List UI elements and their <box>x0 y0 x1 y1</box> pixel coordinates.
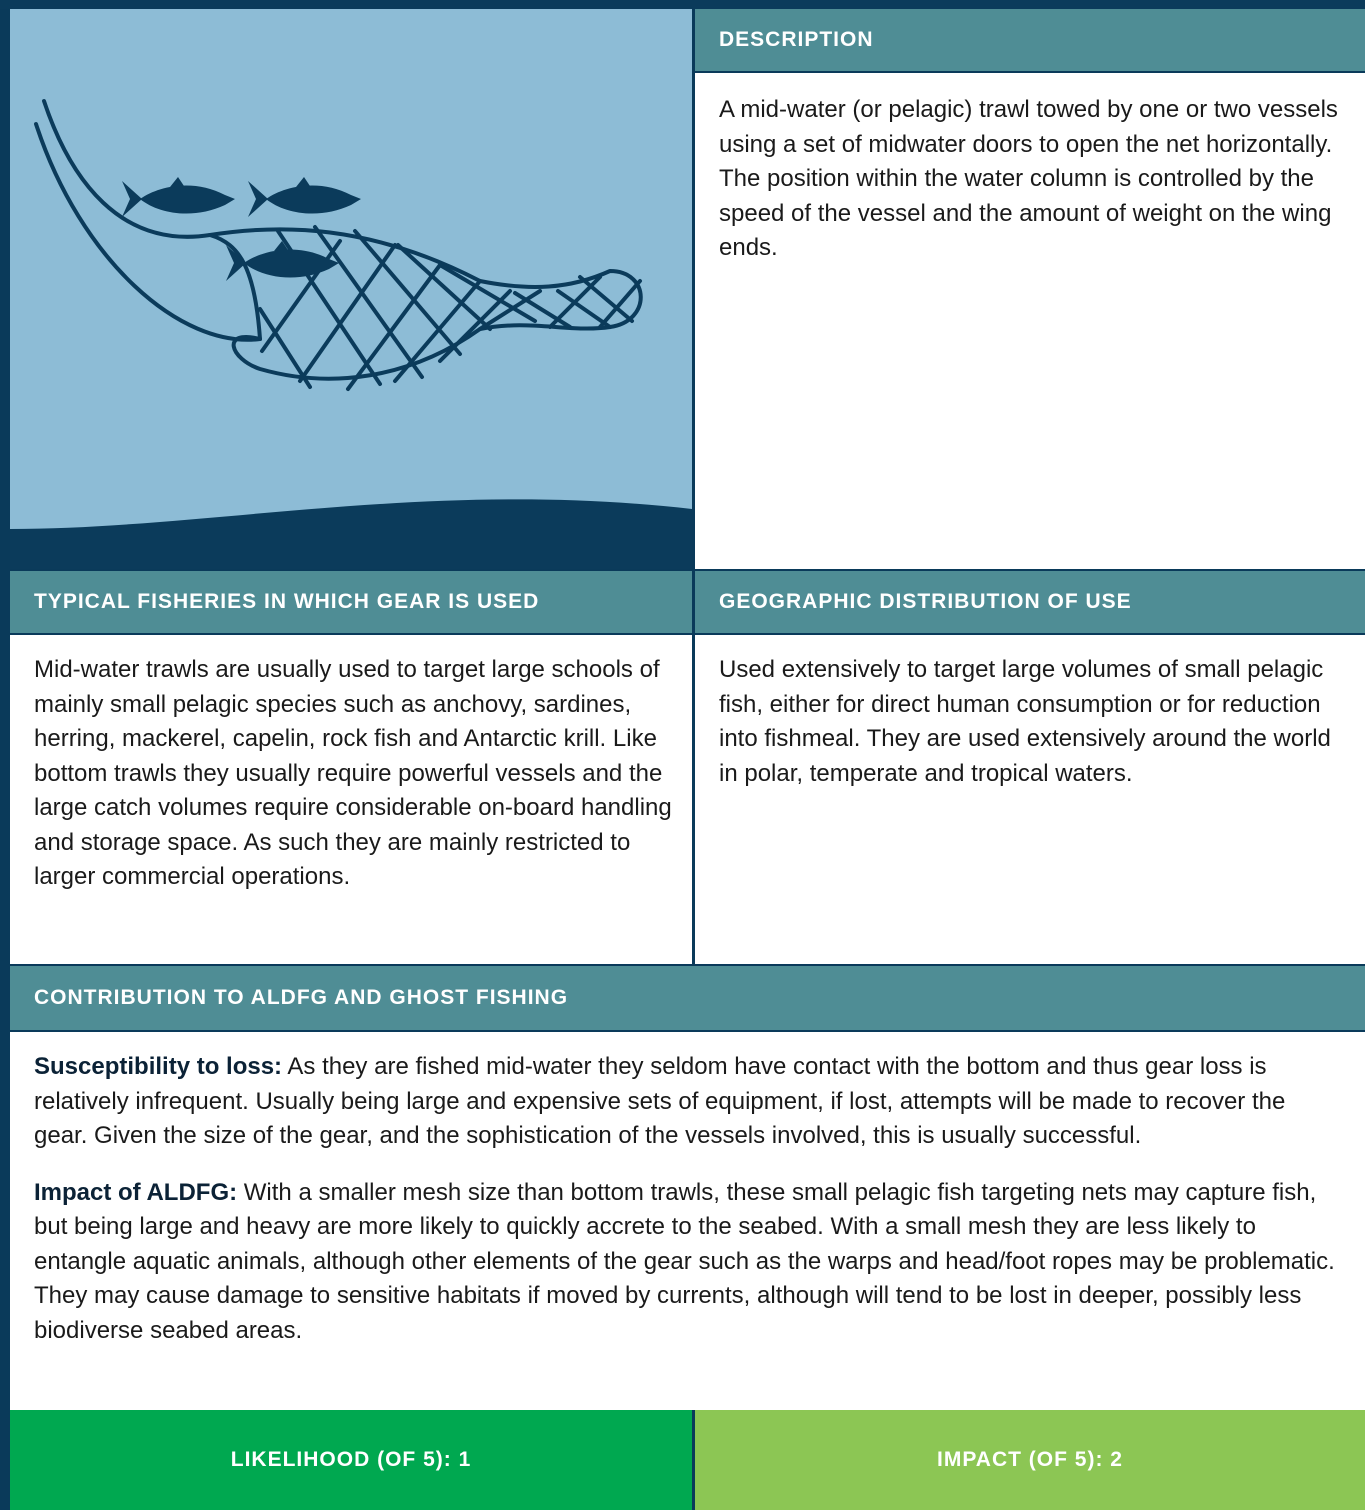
impact-paragraph <box>34 1176 1345 1349</box>
susceptibility-label: Susceptibility to loss: <box>34 1053 283 1080</box>
fisheries-heading: TYPICAL FISHERIES IN WHICH GEAR IS USED <box>10 571 692 633</box>
impact-label: Impact of ALDFG: <box>34 1178 238 1206</box>
susceptibility-paragraph <box>34 1050 1345 1154</box>
seabed-shape <box>10 499 692 569</box>
fisheries-text: Mid-water trawls are usually used to target large schools of mainly small pelagic species such as anchovy, sardines, herring, mackerel, capelin, rock fish and Antarctic krill. Like bottom trawls they usually require powerful vessels and the large catch volumes require considerable on-board handling and storage space. As such they are mainly restricted to larger commercial operations. <box>10 635 692 964</box>
contribution-body <box>10 1032 1365 1410</box>
midwater-trawl-net-with-fish-icon <box>10 9 692 569</box>
susceptibility-text: As they are fished mid-water they seldom have contact with the bottom and thus gear loss is relatively infrequent. Usually being large and expensive sets of equipment, if lost, attempts will be made to recover the gear. Given the size of the gear, and the sophistication of the vessels involved, this is usually successful. <box>34 1053 1286 1149</box>
likelihood-score: LIKELIHOOD (OF 5): 1 <box>10 1410 692 1510</box>
geographic-text: Used extensively to target large volumes of small pelagic fish, either for direct human consumption or for reduction into fishmeal. They are used extensively around the world in polar, temperate and tropical waters. <box>695 635 1365 964</box>
midwater-trawl-illustration <box>10 9 692 569</box>
description-heading: DESCRIPTION <box>695 9 1365 71</box>
trawl-net <box>36 101 641 389</box>
impact-text: With a smaller mesh size than bottom trawls, these small pelagic fish targeting nets may capture fish, but being large and heavy are more likely to quickly accrete to the seabed. With a small mesh they are less likely to entangle aquatic animals, although other elements of the gear such as the warps and head/foot ropes may be problematic. They may cause damage to sensitive habitats if moved by currents, although will tend to be lost in deeper, possibly less biodiverse seabed areas. <box>34 1178 1335 1344</box>
fish-school <box>122 177 361 281</box>
contribution-heading: CONTRIBUTION TO ALDFG AND GHOST FISHING <box>10 966 1365 1030</box>
geographic-heading: GEOGRAPHIC DISTRIBUTION OF USE <box>695 571 1365 633</box>
impact-score: IMPACT (OF 5): 2 <box>695 1410 1365 1510</box>
top-border <box>0 0 1365 9</box>
description-text: A mid-water (or pelagic) trawl towed by one or two vessels using a set of midwater doors to open the net horizontally. The position within the water column is controlled by the speed of the vessel and the amount of weight on the wing ends. <box>695 73 1365 569</box>
